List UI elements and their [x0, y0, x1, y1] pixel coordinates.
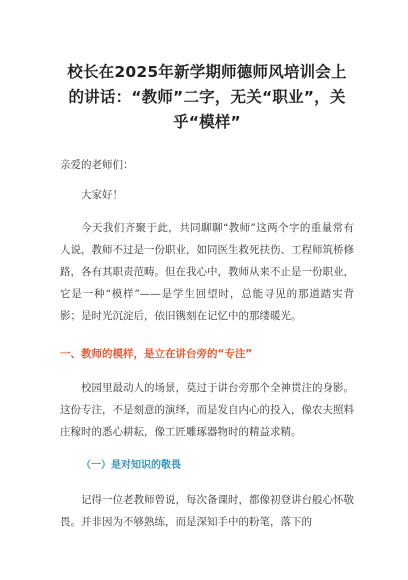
section-heading-1: 一、教师的模样，是立在讲台旁的“专注”	[60, 348, 253, 360]
paragraph-intro: 今天我们齐聚于此，共同聊聊“教师”这两个字的重量常有人说，教师不过是一份职业，如同医生救死扶伤、工程师筑桥修路，各有其职责范畴。但在我心中，教师从来不止是一份职业，它是一种“模样”——是学生回望时，总能寻见的那道踏实背影；是时光沉淀后，依旧镌刻在记忆中的那缕暖光。	[60, 222, 354, 322]
paragraph-knowledge: 记得一位老教师曾说，每次备课时，都像初登讲台般心怀敬畏。并非因为不够熟练，而是深知手中的粉笔，落下的	[60, 494, 354, 528]
paragraph-focus: 校园里最动人的场景，莫过于讲台旁那个全神贯注的身影。这份专注，不是刻意的演绎，而是发自内心的投入，像农夫照料庄稼时的悉心耕耘，像工匠雕琢器物时的精益求精。	[60, 382, 354, 438]
salutation: 亲爱的老师们：	[60, 159, 134, 171]
document-title: 校长在2025年新学期师德师风培训会上的讲话：“教师”二字，无关“职业”，关乎“模样”	[67, 63, 347, 131]
greeting: 大家好！	[81, 189, 123, 201]
subsection-heading-1: （一）是对知识的敬畏	[81, 460, 181, 471]
